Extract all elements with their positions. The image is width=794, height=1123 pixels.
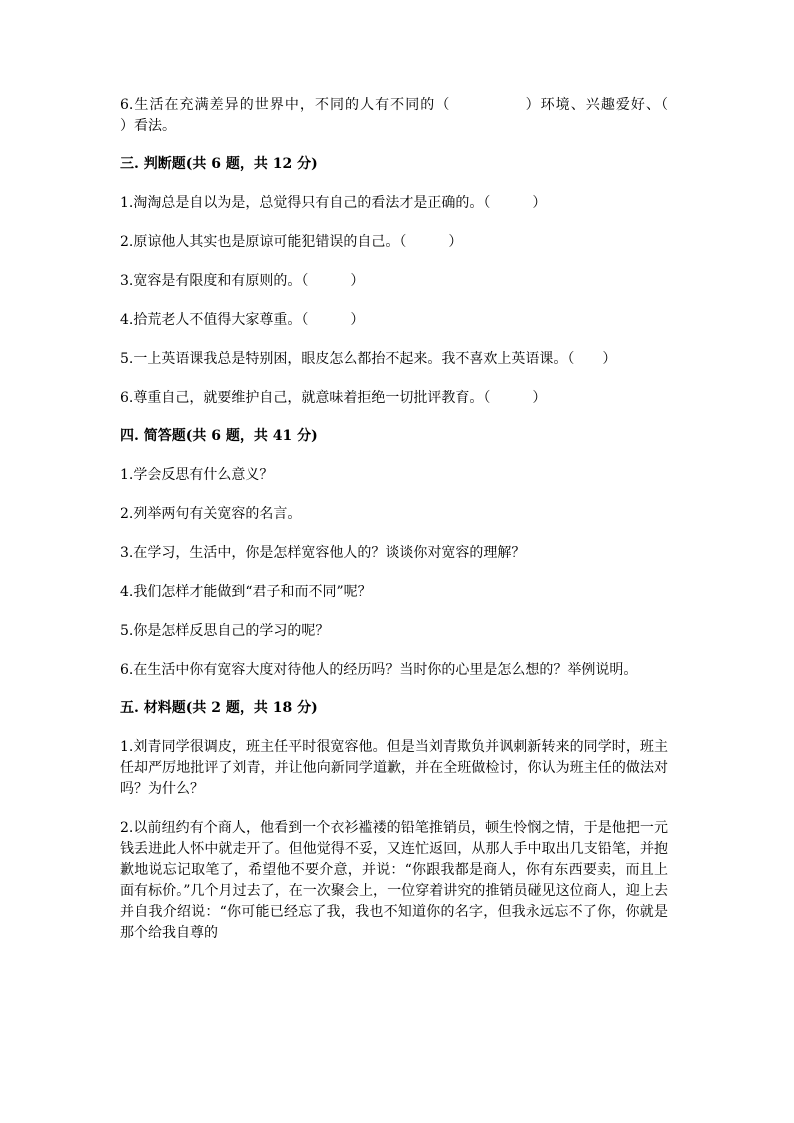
short-answer-question-3: 3.在学习，生活中，你是怎样宽容他人的？谈谈你对宽容的理解？ — [120, 545, 526, 561]
judge-question-2: 2.原谅他人其实也是原谅可能犯错误的自己。（ ） — [120, 234, 463, 250]
section-5-title: 五. 材料题(共 2 题，共 18 分) — [120, 700, 318, 716]
judge-question-1: 1.淘淘总是自以为是，总觉得只有自己的看法才是正确的。（ ） — [120, 195, 547, 211]
material-question-2: 2.以前纽约有个商人，他看到一个衣衫褴褛的铅笔推销员，顿生怜悯之情，于是他把一元钱丢进此人怀中就走开了。但他觉得不妥，又连忙返回，从那人手中取出几支铅笔，并抱歉地说忘记取笔了，希望他不要介意，并说：“你跟我都是商人，你有东西要卖，而且上面有标价。”几个月过去了，在一次聚会上，一位穿着讲究的推销员碰见这位商人，迎上去并自我介绍说：“你可能已经忘了我，我也不知道你的名字，但我永远忘不了你，你就是那个给我自尊的 — [120, 820, 668, 941]
section-4-title: 四. 简答题(共 6 题，共 41 分) — [120, 428, 318, 444]
judge-question-5: 5.一上英语课我总是特别困，眼皮怎么都抬不起来。我不喜欢上英语课。（ ） — [120, 351, 617, 367]
document-body — [120, 95, 738, 944]
judge-question-4: 4.拾荒老人不值得大家尊重。（ ） — [120, 312, 365, 328]
short-answer-question-6: 6.在生活中你有宽容大度对待他人的经历吗？当时你的心里是怎么想的？举例说明。 — [120, 662, 638, 678]
judge-question-6: 6.尊重自己，就要维护自己，就意味着拒绝一切批评教育。（ ） — [120, 390, 547, 406]
material-question-1: 1.刘青同学很调皮，班主任平时很宽容他。但是当刘青欺负并讽刺新转来的同学时，班主任却严厉地批评了刘青，并让他向新同学道歉，并在全班做检讨，你认为班主任的做法对吗？为什么？ — [120, 739, 668, 797]
fill-blank-question-6: 6.生活在充满差异的世界中，不同的人有不同的（ ）环境、兴趣爱好、（ ）看法。 — [120, 97, 738, 134]
section-3-title: 三. 判断题(共 6 题，共 12 分) — [120, 156, 318, 172]
short-answer-question-5: 5.你是怎样反思自己的学习的呢？ — [120, 623, 330, 639]
short-answer-question-4: 4.我们怎样才能做到“君子和而不同”呢？ — [120, 584, 372, 600]
judge-question-3: 3.宽容是有限度和有原则的。（ ） — [120, 273, 365, 289]
short-answer-question-1: 1.学会反思有什么意义？ — [120, 467, 274, 483]
short-answer-question-2: 2.列举两句有关宽容的名言。 — [120, 506, 302, 522]
